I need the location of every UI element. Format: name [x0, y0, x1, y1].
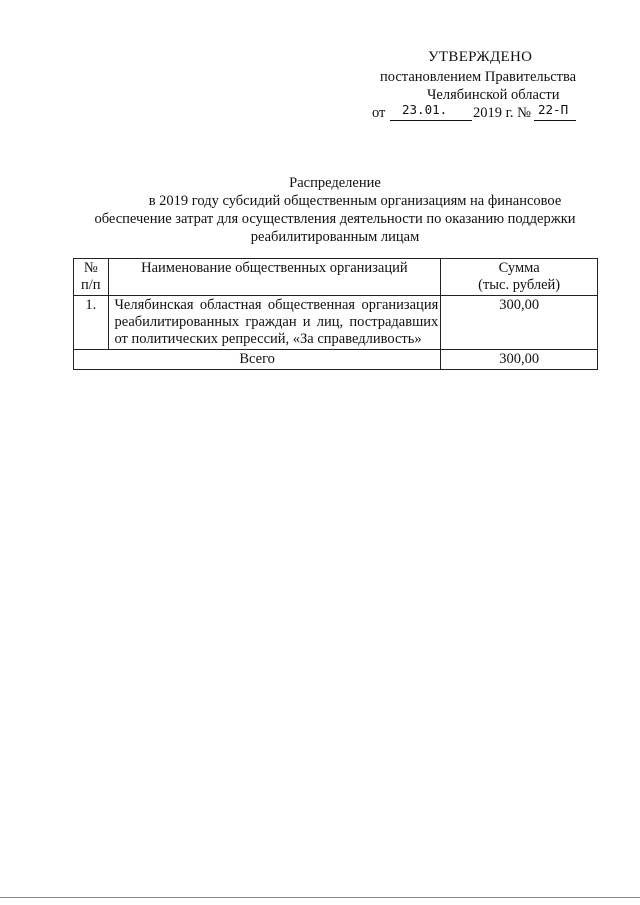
- heading-line-4: реабилитированным лицам: [250, 229, 420, 245]
- page-bottom-rule: [0, 897, 640, 898]
- header-sum-line1: Сумма: [498, 260, 540, 276]
- row-sum: 300,00: [441, 296, 598, 350]
- heading-line-2: в 2019 году субсидий общественным организациям на финансовое: [148, 193, 562, 209]
- heading-title: Распределение: [289, 175, 381, 191]
- approval-date-handwritten: 23.01.: [402, 102, 448, 117]
- header-sum: [441, 259, 598, 296]
- header-name: Наименование общественных организаций: [108, 259, 441, 296]
- table-total-row: [74, 350, 598, 370]
- approval-date-line: [372, 104, 592, 122]
- total-label: Всего: [74, 350, 441, 370]
- row-organization-name: Челябинская областная общественная организация реабилитированных граждан и лиц, пострадавших от политических репрессий, «За справедливость»: [108, 296, 441, 350]
- header-num: [74, 259, 109, 296]
- header-sum-line2: (тыс. рублей): [478, 277, 561, 293]
- approval-title: УТВЕРЖДЕНО: [428, 49, 533, 65]
- header-num-line1: №: [83, 260, 98, 276]
- approval-number-handwritten: 22-П: [538, 102, 569, 117]
- approval-line-decree: постановлением Правительства: [380, 69, 577, 85]
- header-num-line2: п/п: [80, 277, 101, 293]
- approval-line-region: Челябинской области: [427, 87, 560, 103]
- distribution-table: [73, 258, 598, 370]
- document-heading: [72, 174, 598, 246]
- approval-year-number-label: 2019 г. №: [473, 105, 532, 121]
- row-num: 1.: [74, 296, 109, 350]
- date-underline: [390, 120, 472, 121]
- total-sum: 300,00: [441, 350, 598, 370]
- table-row: [74, 296, 598, 350]
- approval-from-prefix: от: [372, 105, 386, 121]
- number-underline: [534, 120, 576, 121]
- table-header-row: [74, 259, 598, 296]
- heading-line-3: обеспечение затрат для осуществления деятельности по оказанию поддержки: [94, 211, 576, 227]
